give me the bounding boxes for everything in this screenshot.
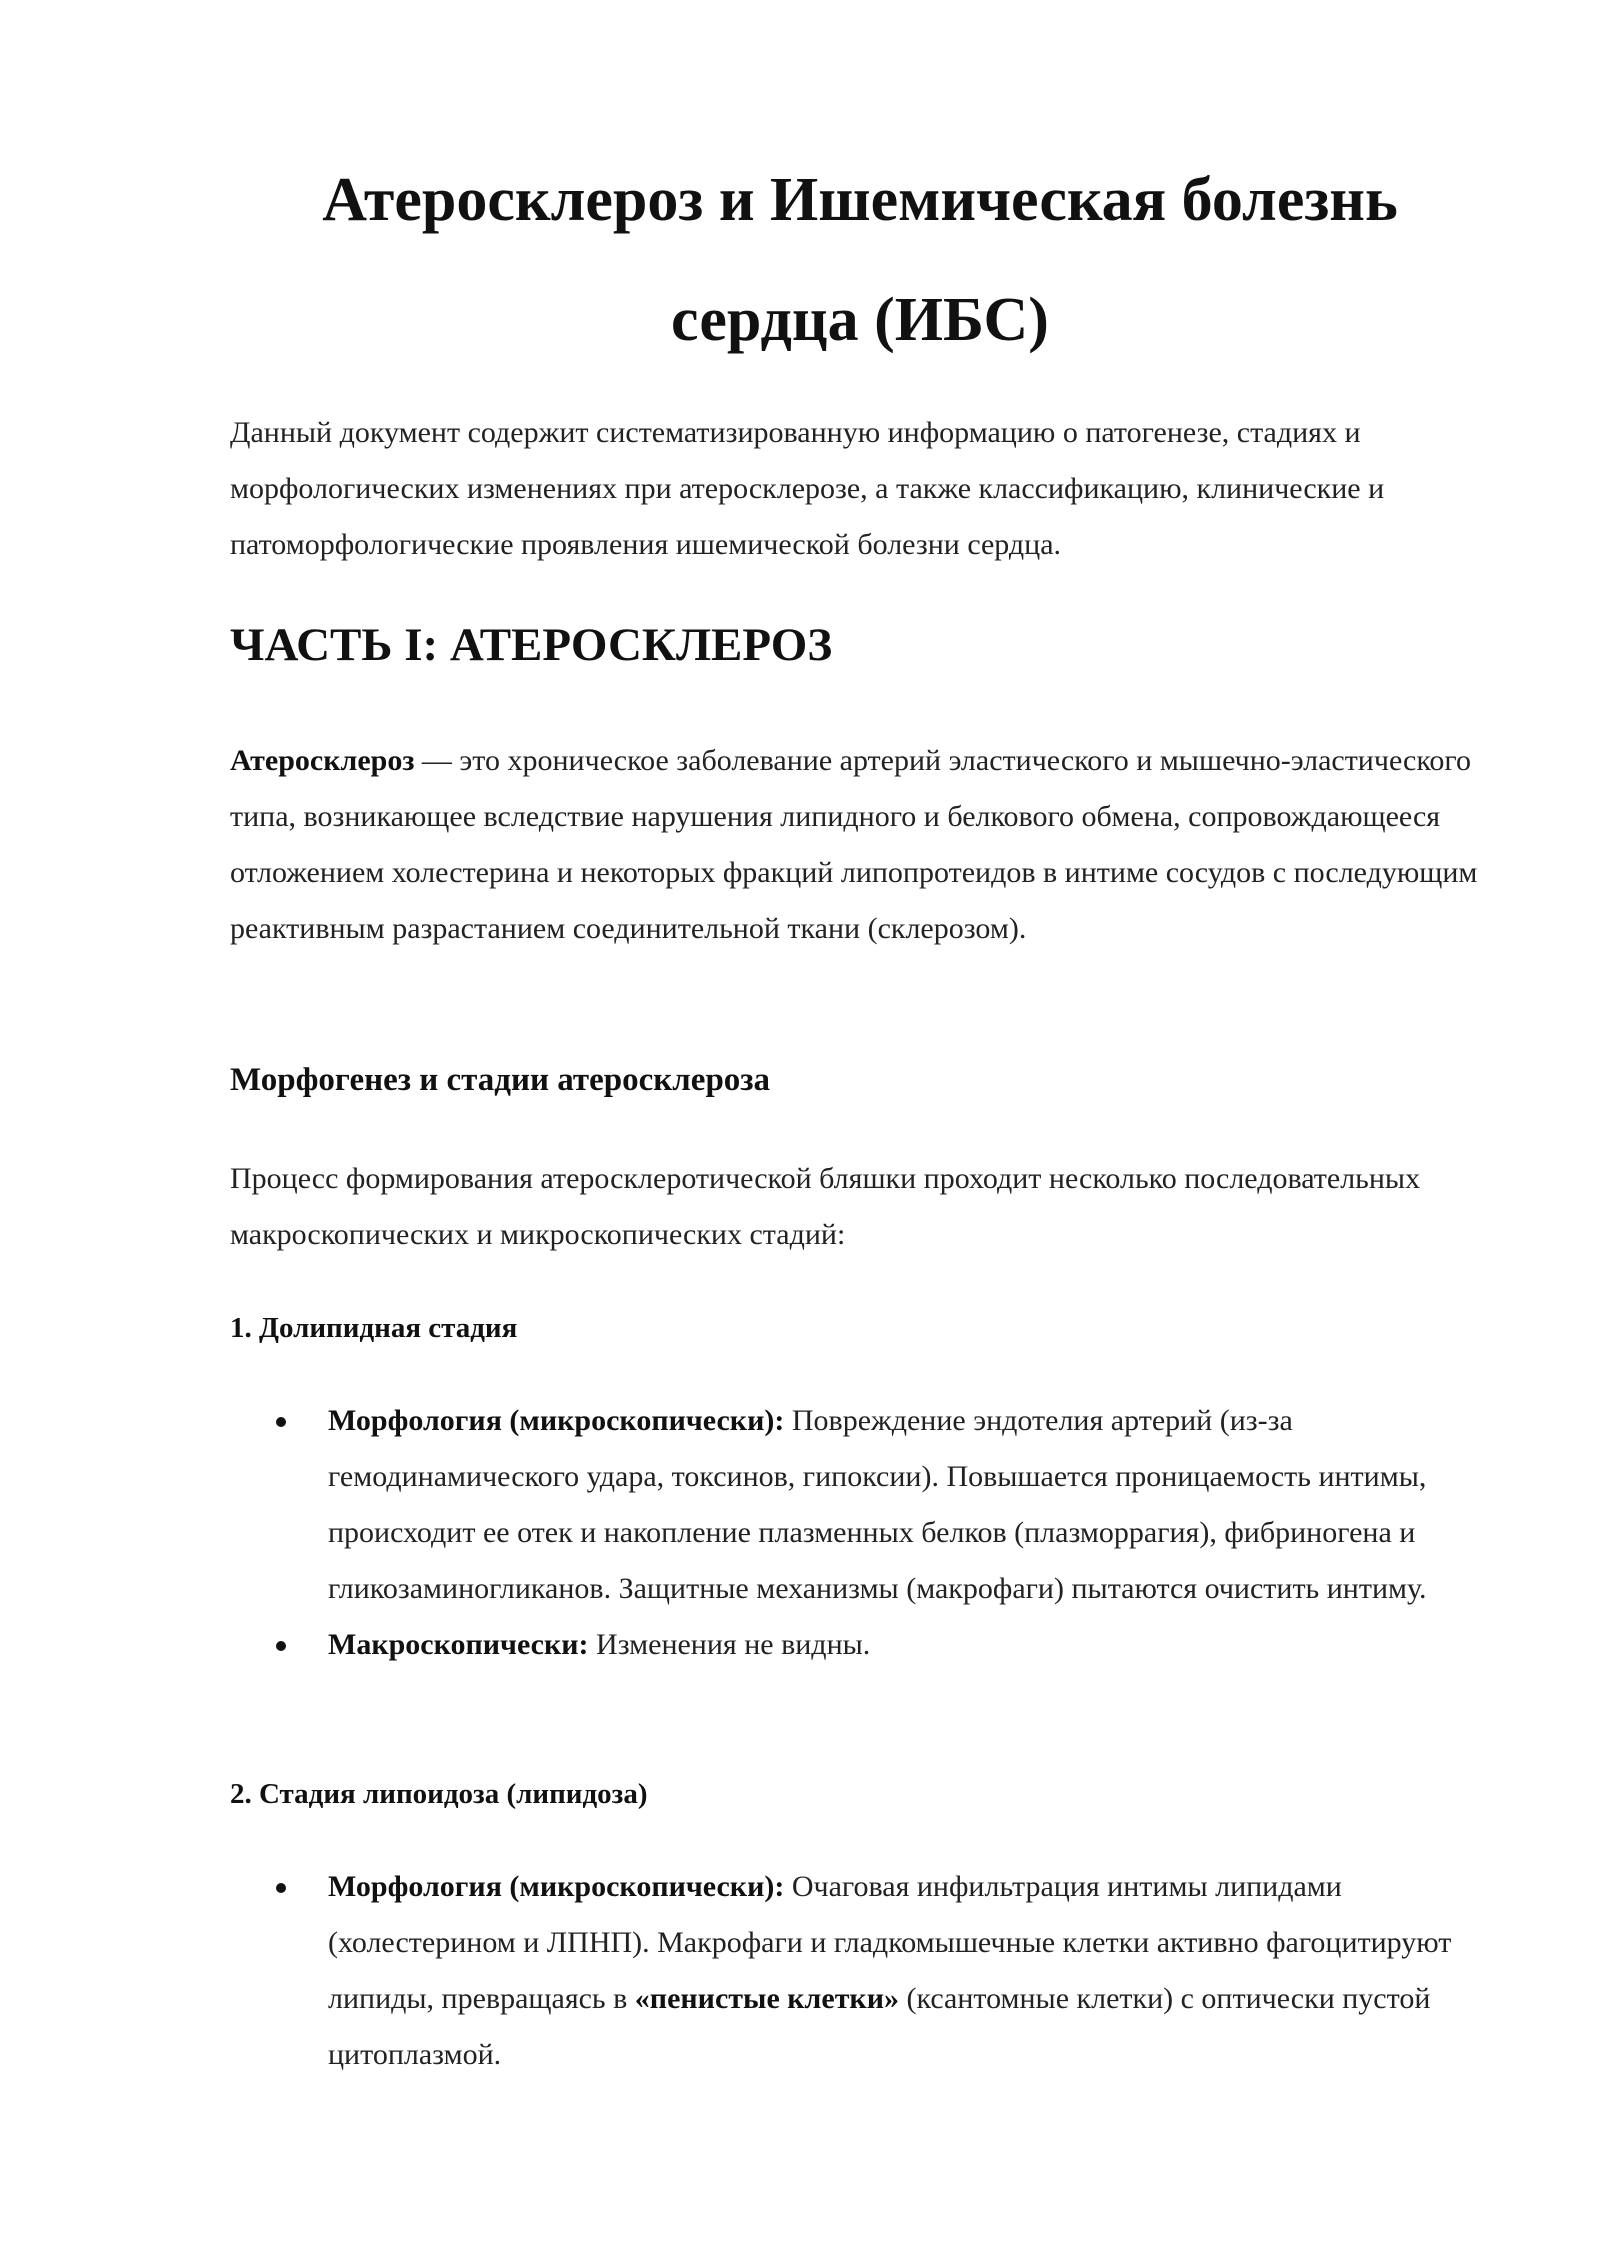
definition-paragraph: [230, 733, 1500, 957]
list-item-text: Повреждение эндотелия артерий (из-за гемодинамического удара, токсинов, гипоксии). Повышается проницаемость интимы, происходит ее отек и накопление плазменных белков (плазморрагия), фибриногена и гликозаминогликанов. Защитные механизмы (макрофаги) пытаются очистить интиму.: [328, 1404, 1427, 1605]
bullet-icon: [276, 1883, 286, 1893]
list-item-text: Изменения не видны.: [588, 1628, 871, 1661]
morphogenesis-heading: Морфогенез и стадии атеросклероза: [230, 1062, 771, 1098]
document-title-line-1: Атеросклероз и Ишемическая болезнь: [322, 166, 1398, 234]
list-item-label: Морфология (микроскопически):: [328, 1404, 785, 1437]
list-item-text: Очаговая инфильтрация интимы липидами (холестерином и ЛПНП). Макрофаги и гладкомышечные клетки активно фагоцитируют липиды, превращаясь в: [328, 1870, 1452, 2015]
list-item-text-continued: (ксантомные клетки) с оптически пустой цитоплазмой.: [328, 1982, 1431, 2071]
definition-text: — это хроническое заболевание артерий эластического и мышечно-эластического типа, возникающее вследствие нарушения липидного и белкового обмена, сопровождающееся отложением холестерина и некоторых фракций липопротеидов в интиме сосудов с последующим реактивным разрастанием соединительной ткани (склерозом).: [230, 744, 1478, 945]
foam-cells-emphasis: «пенистые клетки»: [634, 1982, 899, 2015]
list-item-label: Макроскопически:: [328, 1628, 589, 1661]
list-item-label: Морфология (микроскопически):: [328, 1870, 785, 1903]
document-title: [290, 140, 1430, 380]
stage-2-heading: 2. Стадия липоидоза (липидоза): [230, 1778, 648, 1810]
stage-1-heading: 1. Долипидная стадия: [230, 1312, 518, 1344]
bullet-icon: [276, 1417, 286, 1427]
list-item: [230, 1617, 1500, 1673]
stage-2-list: [230, 1859, 1500, 2083]
list-item: [230, 1393, 1500, 1617]
definition-term: Атеросклероз: [230, 744, 415, 777]
morphogenesis-intro: Процесс формирования атеросклеротической бляшки проходит несколько последовательных макроскопических и микроскопических стадий:: [230, 1162, 1421, 1251]
intro-paragraph: Данный документ содержит систематизированную информацию о патогенезе, стадиях и морфологических изменениях при атеросклерозе, а также классификацию, клинические и патоморфологические проявления ишемической болезни сердца.: [230, 416, 1385, 561]
stage-1-list: [230, 1393, 1500, 1673]
document-title-line-2: сердца (ИБС): [671, 286, 1049, 354]
list-item: [230, 1859, 1500, 2083]
part-1-heading: ЧАСТЬ I: АТЕРОСКЛЕРОЗ: [230, 619, 833, 671]
bullet-icon: [276, 1641, 286, 1651]
